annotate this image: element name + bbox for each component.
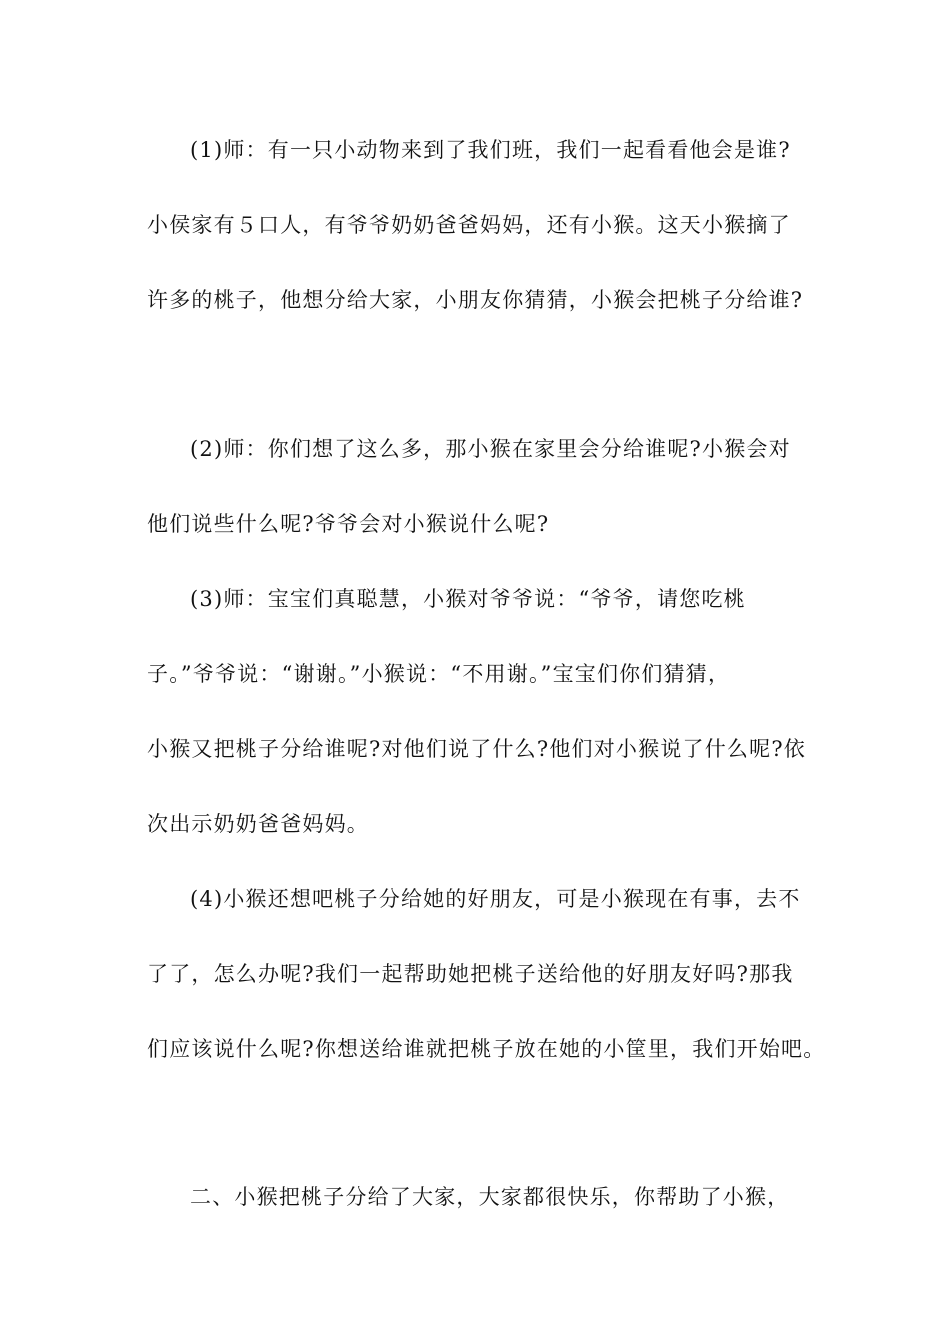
- paragraph-4-line-1: (4)小猴还想吧桃子分给她的好朋友，可是小猴现在有事，去不: [190, 887, 801, 911]
- paragraph-4-line-2: 了了，怎么办呢?我们一起帮助她把桃子送给他的好朋友好吗?那我: [147, 962, 794, 986]
- section-2-line-1: 二、小猴把桃子分给了大家，大家都很快乐，你帮助了小猴，: [190, 1185, 790, 1209]
- paragraph-4-line-3: 们应该说什么呢?你想送给谁就把桃子放在她的小筐里，我们开始吧。: [147, 1037, 826, 1061]
- paragraph-1-line-1: (1)师：有一只小动物来到了我们班，我们一起看看他会是谁?: [190, 138, 791, 162]
- paragraph-1-line-3: 许多的桃子，他想分给大家，小朋友你猜猜，小猴会把桃子分给谁?: [147, 288, 804, 312]
- paragraph-3-line-3: 小猴又把桃子分给谁呢?对他们说了什么?他们对小猴说了什么呢?依: [147, 737, 806, 761]
- paragraph-3-line-1: (3)师：宝宝们真聪慧，小猴对爷爷说：“爷爷，请您吃桃: [190, 587, 746, 611]
- paragraph-2-line-1: (2)师：你们想了这么多，那小猴在家里会分给谁呢?小猴会对: [190, 437, 791, 461]
- paragraph-3-line-4: 次出示奶奶爸爸妈妈。: [147, 812, 369, 836]
- paragraph-2-line-2: 他们说些什么呢?爷爷会对小猴说什么呢?: [147, 512, 550, 536]
- paragraph-1-line-2: 小侯家有５口人，有爷爷奶奶爸爸妈妈，还有小猴。这天小猴摘了: [147, 213, 791, 237]
- paragraph-3-line-2: 子。”爷爷说：“谢谢。”小猴说：“不用谢。”宝宝们你们猜猜，: [147, 662, 731, 686]
